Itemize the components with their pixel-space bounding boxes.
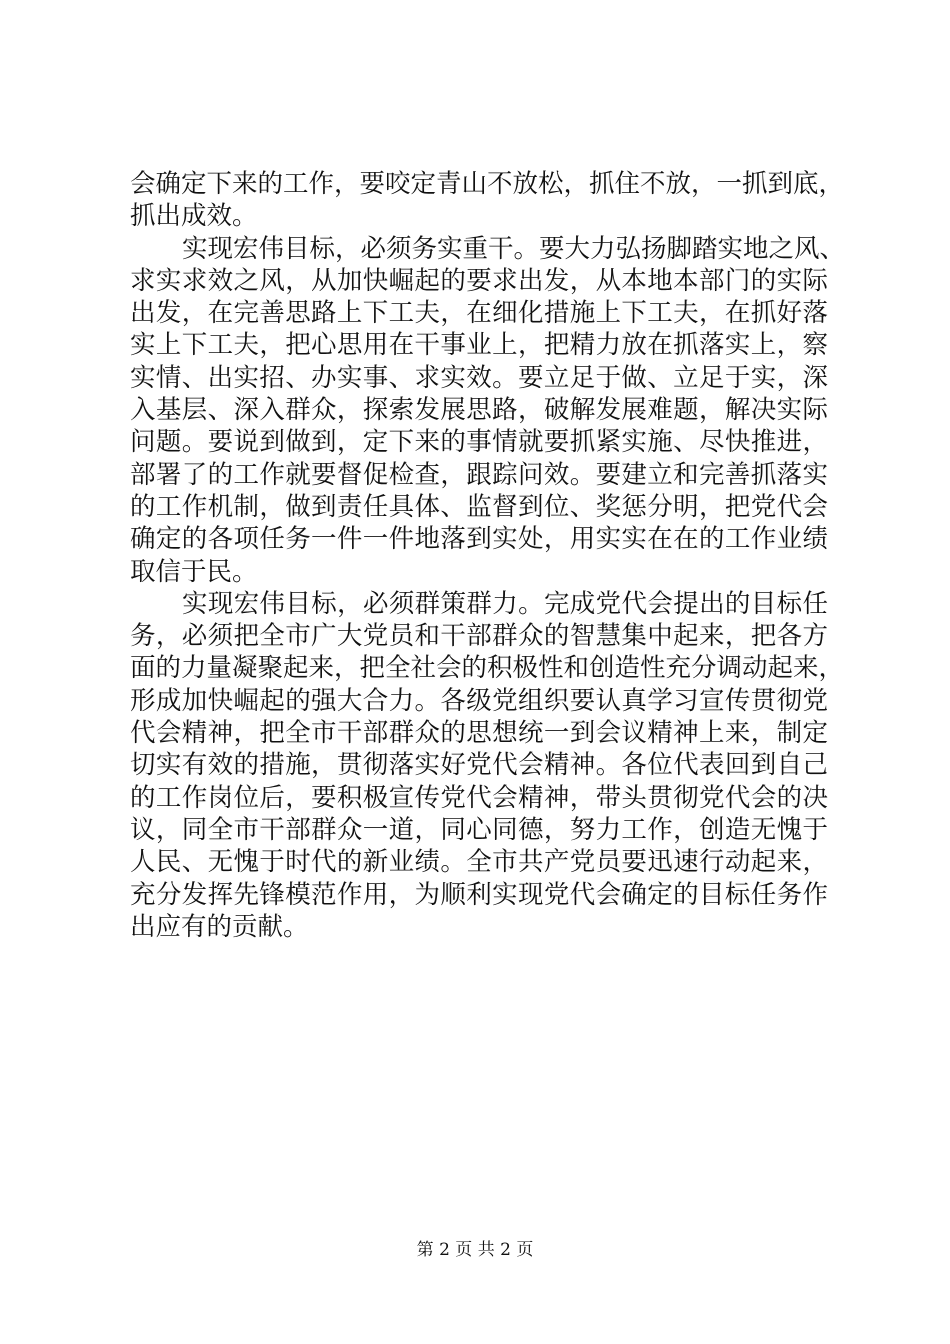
text-line: 形成加快崛起的强大合力。各级党组织要认真学习宣传贯彻党: [130, 685, 828, 716]
text-line: 的工作机制，做到责任具体、监督到位、奖惩分明，把党代会: [130, 491, 828, 522]
page-number-footer: 第 2 页 共 2 页: [416, 1240, 534, 1260]
text-line: 部署了的工作就要督促检查，跟踪问效。要建立和完善抓落实: [130, 459, 828, 490]
text-line: 实上下工夫，把心思用在干事业上，把精力放在抓落实上，察: [130, 330, 828, 361]
text-line: 入基层、深入群众，探索发展思路，破解发展难题，解决实际: [130, 395, 828, 426]
text-line: 出应有的贡献。: [130, 911, 309, 942]
paragraph-first-line: 实现宏伟目标，必须务实重干。要大力弘扬脚踏实地之风、: [182, 233, 846, 264]
text-line: 面的力量凝聚起来，把全社会的积极性和创造性充分调动起来，: [130, 653, 845, 684]
text-line: 取信于民。: [130, 556, 258, 587]
text-line: 议，同全市干部群众一道，同心同德，努力工作，创造无愧于: [130, 814, 828, 845]
text-line: 务，必须把全市广大党员和干部群众的智慧集中起来，把各方: [130, 621, 828, 652]
text-line: 充分发挥先锋模范作用，为顺利实现党代会确定的目标任务作: [130, 879, 828, 910]
text-line: 求实求效之风，从加快崛起的要求出发，从本地本部门的实际: [130, 265, 828, 296]
text-line: 确定的各项任务一件一件地落到实处，用实实在在的工作业绩: [130, 524, 828, 555]
text-line: 切实有效的措施，贯彻落实好党代会精神。各位代表回到自己: [130, 750, 828, 781]
text-line: 抓出成效。: [130, 201, 258, 232]
text-line: 代会精神，把全市干部群众的思想统一到会议精神上来，制定: [130, 718, 828, 749]
document-body: [130, 168, 846, 943]
text-line: 出发，在完善思路上下工夫，在细化措施上下工夫，在抓好落: [130, 298, 828, 329]
text-line: 实情、出实招、办实事、求实效。要立足于做、立足于实，深: [130, 362, 828, 393]
text-line: 问题。要说到做到，定下来的事情就要抓紧实施、尽快推进，: [130, 427, 828, 458]
text-line: 人民、无愧于时代的新业绩。全市共产党员要迅速行动起来，: [130, 847, 828, 878]
text-line: 的工作岗位后，要积极宣传党代会精神，带头贯彻党代会的决: [130, 782, 828, 813]
paragraph-first-line: 实现宏伟目标，必须群策群力。完成党代会提出的目标任: [182, 588, 828, 619]
text-line: 会确定下来的工作，要咬定青山不放松，抓住不放，一抓到底，: [130, 169, 845, 199]
